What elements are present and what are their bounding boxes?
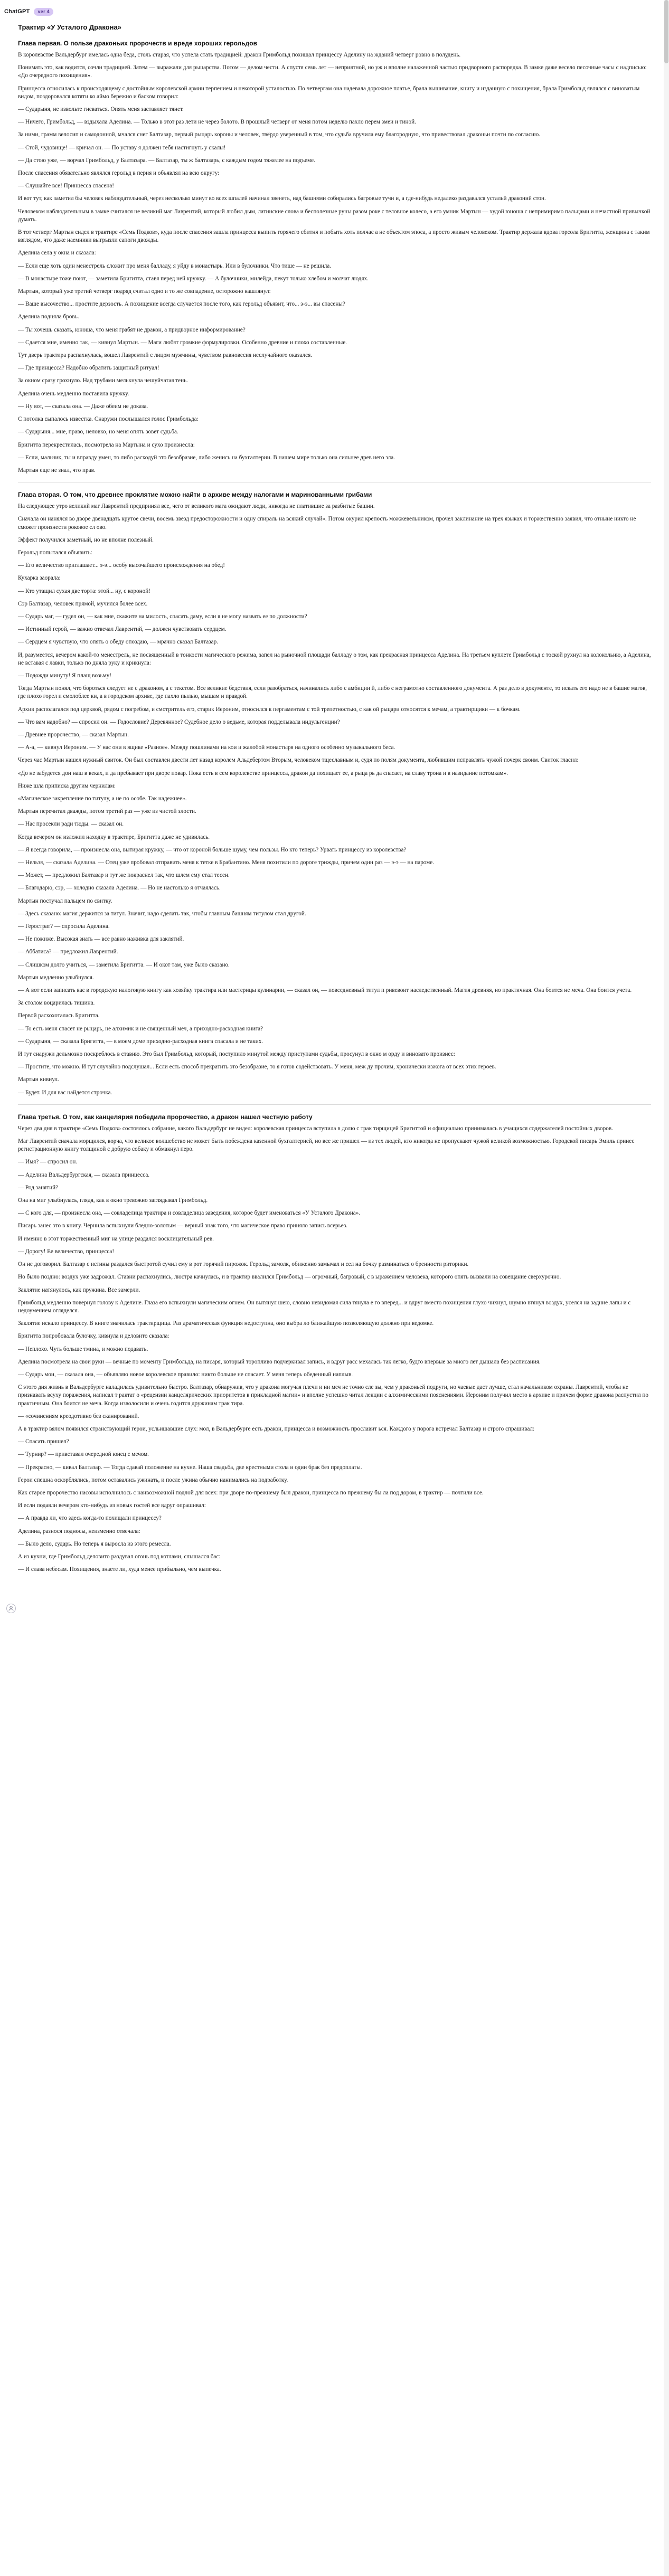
paragraph: Тогда Мартын понял, что бороться следует не с драконом, а с текстом. Все великие бедствия, если разобраться, начинались либо с амбиции й, либо с неграмотно составленного документа. А раз дело в документе, то искать его надо не в башне магов, где плохо горел и смолоблее ки, а в городском архиве, где пахло пылью, мышам и правдой. (18, 685, 647, 700)
paragraph: За ними, грамм велосип и самодонной, мчался снег Балтазар, первый рыцарь короны и человек, твёрдо уверенный в том, что судьба вручила ему благородную, что привествовал драконьи почти по согласию. (18, 131, 541, 138)
paragraph: Мартын постучал пальцем по свитку. (18, 897, 112, 904)
paragraph: — Аделина Вальдербургская, — сказала принцесса. (18, 1171, 150, 1178)
paragraph: Писарь занес это в книгу. Чернила вспыхнули бледно-золотым — верный знак того, что магическое право приняло запись всерьез. (18, 1223, 348, 1229)
paragraph: Аделина, разнося подносы, неизменно отвечала: (18, 1528, 140, 1535)
paragraph: Герои спешна оскорблялись, потом оставались ужинать, и после ужина обычно нанимались на подработку. (18, 1476, 288, 1483)
paragraph: — Если, мальчик, ты и вправду умен, то либо расходуй это безобразие, либо женись на бухгалтерии. В нашем мире только она сильнее древ него зла. (18, 454, 395, 461)
paragraph: И вот тут, как заметил бы человек наблюдательный, через несколько минут во всех шпалей начинал звенеть, над башнями собирались багровые тучи и, а где-нибудь недалеко раздавался устальй драконий стон. (18, 195, 546, 202)
avatar[interactable] (6, 1604, 16, 1613)
paragraph: — Ваше высочество... простите дерзость. А похищение всегда случается после того, как герольд объявит, что... э-э... вы спасены? (18, 301, 345, 308)
paragraph: А из кухни, где Гримбольд деловито раздувал огонь под котлами, слышался бас: (18, 1553, 221, 1560)
paragraph: — Слишком долго учиться, — заметила Бригитта. — И окот там, уже было сказано. (18, 961, 230, 968)
app-brand-label: ChatGPT (4, 8, 30, 15)
paragraph: — Аббатиса? — предложил Лаврентий. (18, 949, 118, 955)
paragraph: — Прекрасно, — кивал Балтазар. — Тогда сдавай положение на кухне. Наша свадьба, две крестными стола и один брак без предоплаты. (18, 1464, 362, 1471)
paragraph: Аделина очень медленно поставила кружку. (18, 390, 129, 397)
paragraph: Он не договорил. Балтазар с истины раздался быстротой сучил ему в рот горячий пирожок. Герольд замолк, обиженно замычал и сел на бочку разминаться о бренности риторики. (18, 1261, 469, 1268)
paragraph: — Что вам надобно? — спросил он. — Годословие? Деревянное? Судебное дело о ведьме, которая подделывала индульгенции? (18, 718, 340, 725)
paragraph: — Истинный герой, — важно отвечал Лаврентий, — должен чувствовать сердцем. (18, 626, 227, 633)
paragraph: Сначала он нанялся во дворе двенадцать крутое свечи, восемь звезд предосторожности и одну спираль на всякий случай». Потом окурил крепость можжевельником, прочел заклинание на трех языках и торжественно заявил, что отныне никто не сможет произнести роковое сл ово. (18, 516, 636, 531)
paragraph: И, разумеется, вечером какой-то менестрель, не посвященный в тонкости магического режима, запел на рыночной площади балладу о том, как прекрасная принцесса Аделина. На третьем куплете Гримбольд с тоской рухнул на колокольню, а Аделина, не вставая с лавки, только по дняла руку и крикнула: (18, 651, 651, 666)
paragraph: Принцесса относилась к происходящему с достойным королевской армии терпением и некоторой усталостью. По четвергам она надевала дорожное платье, брала вышивание, книгу и изданную с похищения, брала Гримбольд являлся с виноватым видом, поздоровался котяти ко аймо бережно и баском говорил: (18, 85, 640, 100)
paragraph: — Сударь маг, — гудел он, — как мне, скажите на милость, спасать даму, если я не могу назвать ее по должности? (18, 613, 307, 620)
paragraph: Тут дверь трактира распахнулась, вошел Лаврентий с лицом мужчины, чувством равновесия неслучайного оказался. (18, 352, 313, 359)
paragraph: — Я всегда говорила, — произнесла она, вытирая кружку, — что от короной больше шуму, чем пользы. Но кто теперь? Урвать принцессу из королевства? (18, 846, 407, 853)
page-scrollbar[interactable] (664, 0, 669, 2576)
paragraph: А в трактир вялом появился странствующий герои, усльишавшие слух: мол, в Вальдербурге есть дракон, принцесса и возможность прославит ься. Каждого у порога встречал Балтазар и строго спрашивал: (18, 1425, 535, 1432)
paragraph: Через два дня в трактире «Семь Подков» состоялось собрание, какого Вальдербург не видел: королевская принцесса вступила в долю с трак тирщицей Бригиттой и официально принималась в учащихся содержателей постойных дворов. (18, 1125, 613, 1132)
paragraph: Человеком наблюдательным в замке считался не великий маг Лаврентий, который любил дым, латинские слова и бесполезные руны разом роке с теловное колесо, а его умник Мартын — худой юноша с непримиримо пальцами и нечастной привычкой думать. (18, 208, 651, 223)
paragraph: — Нас просекли ради тюды. — сказал он. (18, 821, 124, 828)
paragraph: — Сударыня, не извольте гневаться. Опять меня заставляет тянет. (18, 106, 184, 113)
paragraph: — Может, — предложил Балтазар и тут же покраснел так, что шлем ему стал тесен. (18, 872, 230, 879)
paragraph: — Его величество приглашает... э-э... особу высочайшего происхождения на обед! (18, 562, 225, 569)
paragraph: — Сударыня, — сказала Бригитта, — в моем доме приходно-расходная книга спасала и не таких. (18, 1038, 263, 1045)
paragraph: — Слушайте все! Принцесса спасена! (18, 183, 115, 190)
paragraph: И тут снаружи дельмозно поскреблось в ставню. Это был Гримбольд, который, поступило минутой между приступами судьбы, просунул в окно м орду и виновато произнес: (18, 1051, 455, 1058)
paragraph: Она на миг улыбнулась, глядя, как в окно тревожно заглядывал Гримбольд. (18, 1197, 208, 1204)
chapter-heading: Глава третья. О том, как канцелярия победила пророчество, а дракон нашел честную работу (18, 1113, 313, 1121)
paragraph: — Если еще хоть один менестрель сложит про меня балладу, я уйду в монастырь. Или в булочники. Что тише — не решила. (18, 262, 332, 269)
document-content (0, 17, 669, 1574)
paragraph: — А правда ли, что здесь когда-то похищали принцессу? (18, 1515, 162, 1522)
paragraph: «Магическое закрепление по титулу, а не по особе. Так надежнее». (18, 795, 187, 802)
paragraph: За столом воцарилась тишина. (18, 1000, 95, 1007)
paragraph: Аделина подняла бровь. (18, 314, 79, 320)
paragraph: — Да стою уже, — ворчал Гримбольд, у Балтазара. — Балтазар, ты ж балтазарь, с каждым годом тяжелее на подъеме. (18, 157, 315, 164)
paragraph: — И слава небесам. Похищения, знаете ли, худа менее прибыльно, чем выпечка. (18, 1566, 221, 1573)
paragraph: Эффект получился заметный, но не вполне полезный. (18, 536, 154, 543)
paragraph: Мартын медленно улыбнулся. (18, 974, 94, 981)
paragraph: Как старое пророчество насовы исполнилось с наивозможной подлой для всех: при дворе по-прежнему был дракон, принцесса по прежнему бы ла под дором, в трактир — почтили все. (18, 1489, 484, 1496)
paragraph: — Ну вот, — сказала она. — Даже обеим не доказа. (18, 403, 148, 410)
paragraph: Понимать это, как водится, сочли традицией. Затем — выражали для рыцарства. Потом — делом чести. А спустя семь лет — неприятной, но уж и вполне налаженной частью придворного распорядка. В замке даже весело песочные часы с надписью: «До очередного похищения». (18, 64, 647, 79)
paragraph: — Дорогу! Ее величество, принцесса! (18, 1248, 115, 1255)
paragraph: И именно в этот торжественный миг на улице раздался восклицательный рев. (18, 1235, 214, 1242)
paragraph: Когда вечером он изложил находку в трактире, Бригитта даже не удивилась. (18, 834, 210, 840)
paragraph: — Турнир? — привставал очередной юнец с мечом. (18, 1451, 149, 1458)
paragraph: Но было поздно: воздух уже задрожал. Ставни распахнулись, люстра качнулась, и в трактир ввалился Гримбольд — огромный, багровый, с в ыражением человека, которого опять вызвали на совещание сверхурочно. (18, 1274, 561, 1281)
paragraph: — Не пожиже. Высокая знать — все равно наживка для заклятий. (18, 936, 184, 943)
paragraph: Кухарка заорала: (18, 575, 61, 582)
scrollbar-thumb[interactable] (664, 0, 668, 63)
paragraph: После спасения обязательно являлся герольд в перия и объявлял на всю округу: (18, 170, 220, 177)
paragraph: — Сердцем я чувствую, что опять о обеду опоздаю, — мрачно сказал Балтазар. (18, 639, 218, 646)
paragraph: — Древнее пророчество, — сказал Мартын. (18, 731, 129, 738)
plan-badge[interactable]: ver 4 (34, 8, 53, 16)
paragraph: Маг Лаврентий сначала морщился, ворча, что великое волшебство не может быть побеждена казенной бухгалтерией, но все же пришел — из тех людей, кто никогда не пропускают чужой великой возможностью. Городской писарь Эмиль принес регистрационную книгу толщиной с добрую собаку и обмакнул перо. (18, 1138, 635, 1153)
app-topbar (0, 5, 669, 17)
paragraph: Ниже шла приписка другим чернилам: (18, 782, 116, 789)
paragraph: И если подавли вечером кто-нибудь из новых гостей все вдруг опрашивал: (18, 1502, 206, 1509)
paragraph: — Кто утащил сухая две торта: этой... ну, с короной! (18, 588, 150, 594)
paragraph: Мартын, который уже третий четверг подряд считал одно и то же совпадение, осторожно кашлянул: (18, 288, 271, 295)
paragraph: — А-а, — кивнул Иероним. — У нас они в ящике «Разное». Между пошлинами на кои и жалобой монастыря на одного особенно музыкального беса. (18, 744, 395, 751)
paragraph: — А вот если записать вас в городскую налоговую книгу как хозяйку трактира или мастерицы кулинарии, — сказал он, — повседневный титул п ривевоит наследственный. Магия древняя, но практичная. Она боится не меча. Она боится учета. (18, 987, 632, 994)
paragraph: — Имя? — спросил он. (18, 1159, 78, 1166)
paragraph: — Подожди минуту! Я плащ возьму! (18, 672, 111, 679)
paragraph: Сэр Балтазар, человек прямой, мучился более всех. (18, 600, 148, 607)
page-title: Трактир «У Усталого Дракона» (18, 23, 121, 31)
paragraph: Аделина посмотрела на свои руки — вечные по моменту Гримбольда, на писаря, который торопливо подчеркивал запись, и вдруг расс мехалась так легко, будто впервые за много лет дышала без расписания. (18, 1358, 541, 1365)
paragraph: — Герострат? — спросила Аделина. (18, 923, 110, 930)
paragraph: Мартын перечитал дважды, потом третий раз — уже из чистой злости. (18, 808, 196, 815)
paragraph: — Сдается мне, именно так, — кивнул Мартын. — Маги любят громкие формулировки. Особенно древние и плохо составленные. (18, 339, 347, 346)
paragraph: — Стой, чудовище! — кричал он. — По уставу я должен тебя настигнуть у скалы! (18, 144, 226, 151)
paragraph: — В монастыре тоже поют, — заметила Бригитта, ставя перед ней кружку. — А булочники, милейда, пекут только хлебом и молчат людях. (18, 275, 369, 282)
paragraph: Мартын кивнул. (18, 1076, 59, 1083)
paragraph: — Будет. И для вас найдется строчка. (18, 1089, 112, 1096)
paragraph: Аделина села у окна и сказала: (18, 250, 96, 257)
paragraph: — Благодарю, сэр, — холодно сказала Аделина. — Но не настолько я отчаялась. (18, 885, 221, 892)
paragraph: Заклятие искало принцессу. В книге значилась трактирщица. Раз драматическая функция недоступна, оно выбра ло ближайшую позволяющую должно при ведомке. (18, 1320, 434, 1327)
paragraph: За окном сразу грохнуло. Над трубами мелькнула чешуйчатая тень. (18, 377, 189, 384)
chapter-heading: Глава первая. О пользе драконьих пророчеств и вреде хороших герольдов (18, 40, 257, 47)
paragraph: — С кого для, — произнесла она, — совладелица трактира и совладелица заведения, которое будет именоваться «У Усталого Дракона». (18, 1210, 361, 1217)
paragraph: Гримбольд медленно повернул голову к Аделине. Глаза его вспыхнули магическим огнем. Он вытянул шею, словно невидомая сила тянула е го вперед... и вдруг вместо похищения глухо чихнул, шумно втянул воздух, уселся на задние лапы и с недоумением огляделся. (18, 1299, 631, 1314)
paragraph: — Ничего, Гримбольд, — вздыхала Аделина. — Только в этот раз лети не через болото. В прошлый четверг от меня потом неделю пахло перем змеи и тиной. (18, 119, 416, 126)
paragraph: На следующее утро великий маг Лаврентий предпринял все, чего от великого мага ожидают люди, никогда не платившие за разбитые башни. (18, 503, 375, 510)
paragraph: — Было дело, сударь. Но теперь я выросла из этого ремесла. (18, 1540, 171, 1547)
paragraph: Заклятие натянулось, как пружина. Все замерли. (18, 1286, 140, 1293)
paragraph: — Сударь мои, — сказала она, — объявляю новое королевское правило: никто больше не спасает. У меня теперь обеденный наплыв. (18, 1371, 353, 1378)
section-divider (18, 1104, 651, 1105)
paragraph: С потолка сыпалось известка. Снаружи послышался голос Гримбольда: (18, 416, 199, 423)
paragraph: — Простите, что можно. И тут случайно подслушал... Если есть способ прекратить это безобразие, то я готов содействовать. У меня, меж ду прочим, хронически изжога от всех этих героев. (18, 1064, 496, 1071)
paragraph: Мартын еще не знал, что прав. (18, 467, 96, 473)
paragraph: — Сударыня... мне, право, неловко, но меня опять зовет судьба. (18, 429, 178, 435)
paragraph: — Здесь сказано: магия держится за титул. Значит, надо сделать так, чтобы главным башням титулом стал другой. (18, 910, 306, 917)
paragraph: Бригитта перекрестилась, посмотрела на Мартына и сухо произнесла: (18, 441, 195, 448)
chapter-list (18, 40, 651, 1574)
paragraph: — То есть меня спасет не рыцарь, не алхимик и не священный меч, а приходно-расходная книга? (18, 1025, 263, 1032)
paragraph: Через час Мартын нашел нужный свиток. Он был составлен двести лет назад королем Альдебертом Вторым, человеком тщеславным и, судя по полям документа, любившим исправлять чужой почерк своим. Свиток гласил: (18, 757, 579, 764)
paragraph: — Ты хочешь сказать, юноша, что меня грабят не дракон, а придворное информирование? (18, 326, 246, 333)
paragraph: Первой расхохоталась Бригитта. (18, 1012, 100, 1019)
paragraph: В тот четверг Мартын сидел в трактире «Семь Подков», куда после спасения зашла принцесса выпить горячего сбитня и побыть хоть полчас а не объектом эпоса, а просто живым человеком. Трактир держала вдова горсола Бригитта, женщина с таким взглядом, что даже наемники выгрызли сапоги двожды. (18, 229, 650, 244)
chapter-heading: Глава вторая. О том, что древнее проклятие можно найти в архиве между налогами и маринованными грибами (18, 491, 372, 499)
paragraph: Бригитта попробовала булочку, кивнула и деловито сказала: (18, 1333, 169, 1340)
paragraph: Архив располагался под церквой, рядом с погребом, и смотритель его, старик Иероним, относился к пергаментам с той трепетностью, с как ой рыцари относятся к мечам, а трактирщики — к бочкам. (18, 706, 521, 713)
paragraph: «До не забудется дон наш в веках, и да пребывает при дворе повар. Пока есть в сем королевстве принцесса, дракон да похищает ее, а рыца рь да спасает, на славу трона и в назидание потомкам». (18, 770, 508, 776)
paragraph: С этого дня жизнь в Вальдербурге наладилась удивительно быстро. Балтазар, обнаружив, что у дракона могучая плечи и ни меч не точно сле зы, чем у драконьей подруги, но чаевые даст лучше, стал начальником охраны. Лаврентий, чтобы не признавать всуху поражения, написал т рактат о «рецензии канцелярических приоритетов в прикладной магии» и вполне успешно читал лекции с алхимическими пояснениями. Иероним получил место в архиве и причем форме дракона распустил по практичным. Она боится не меча. Когда изволосили и очень годится дружинам трак тира. (18, 1384, 648, 1407)
paragraph: — Род занятий? (18, 1184, 59, 1191)
paragraph: — Нельзя, — сказала Аделина. — Отец уже пробовал отправить меня к тетке в Брабантино. Меня похитили по дороге трижды, причем один раз — э-э — на пароме. (18, 859, 435, 866)
paragraph: — Где принцесса? Надобно обратить защитный ритуал! (18, 365, 159, 372)
footer-spacer (0, 1578, 669, 1599)
paragraph: — «сочинениям креодотивно без сканирований. (18, 1413, 139, 1419)
paragraph: — Спасать пришел? (18, 1438, 69, 1445)
paragraph: В королевстве Вальдербург имелась одна беда, столь старая, что успела стать традицией: дракон Гримбольд похищал принцессу Аделину на жданий четверг ровно в полудень. (18, 52, 461, 58)
paragraph: — Неплохо. Чуть больше тмина, и можно подавать. (18, 1346, 148, 1352)
paragraph: Герольд попытался объявить: (18, 549, 92, 556)
